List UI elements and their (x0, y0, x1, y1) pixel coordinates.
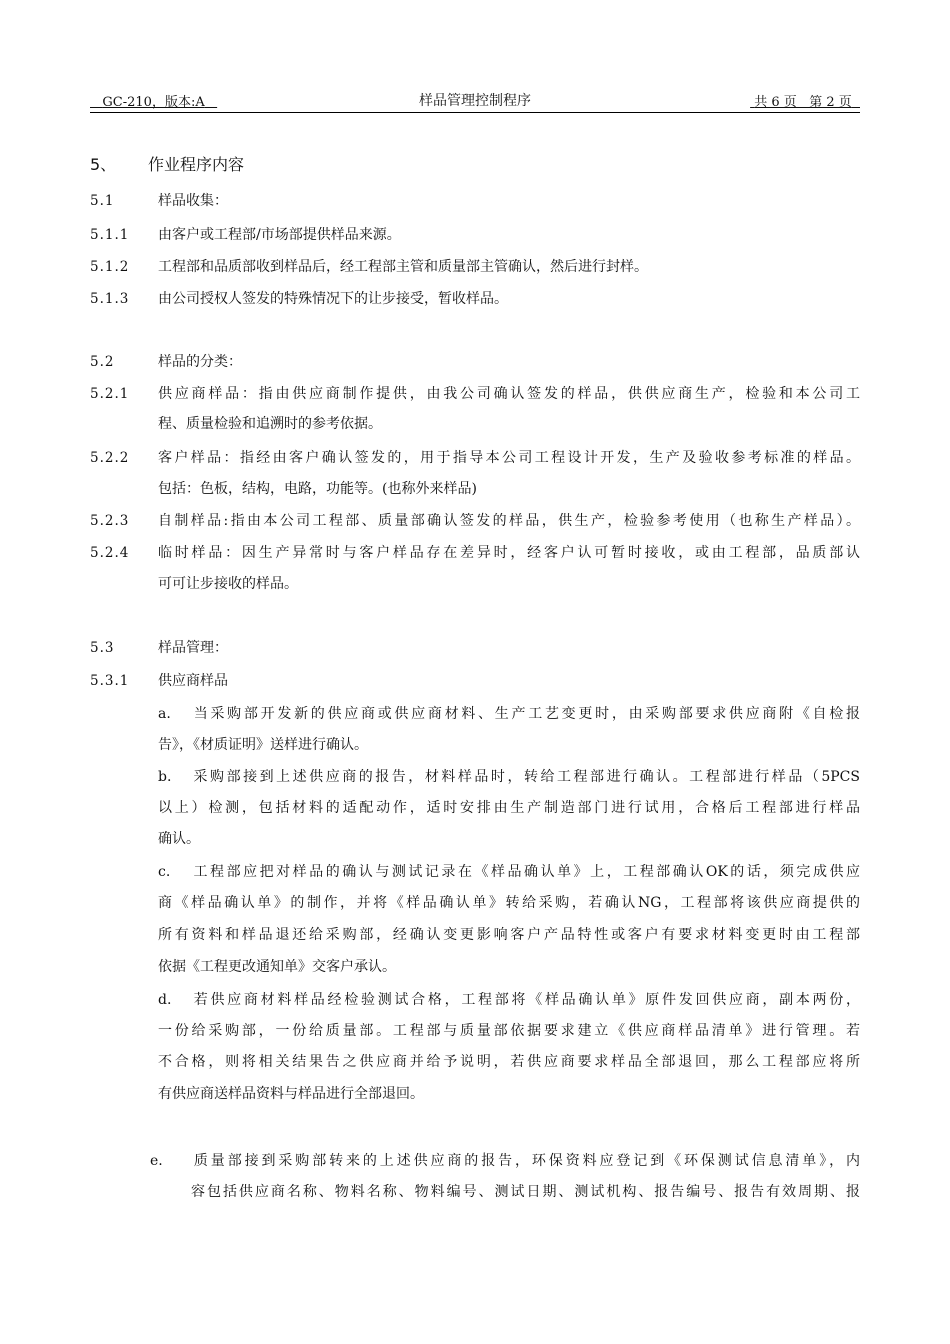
clause-number: 5.1.2 (90, 259, 130, 275)
paragraph-letter: d. (158, 992, 172, 1008)
paragraph-d (158, 990, 860, 1010)
clause-text: 工程部和品质部收到样品后，经工程部主管和质量部主管确认，然后进行封样。 (158, 259, 648, 275)
section-title: 作业程序内容 (148, 155, 245, 174)
paragraph-line: 依据《工程更改通知单》交客户承认。 (158, 959, 396, 975)
clause-number: 5.2.1 (90, 386, 130, 402)
paragraph-a (158, 704, 860, 724)
paragraph-line: 所有资料和样品退还给采购部，经确认变更影响客户产品特性或客户有要求材料变更时由工程部 (158, 927, 860, 943)
clause-text: 临时样品：因生产异常时与客户样品存在差异时，经客户认可暂时接收，或由工程部，品质部认 (158, 545, 860, 561)
paragraph-line: 当采购部开发新的供应商或供应商材料、生产工艺变更时，由采购部要求供应商附《自检报 (191, 706, 860, 722)
clause-number: 5.3.1 (90, 673, 130, 689)
clause-title: 样品管理： (158, 640, 228, 656)
document-id: GC-210，版本:A (102, 95, 205, 110)
clause-number: 5.3 (90, 640, 115, 656)
paragraph-line: 工程部应把对样品的确认与测试记录在《样品确认单》上，工程部确认OK的话，须完成供应 (191, 864, 860, 880)
paragraph-line: 容包括供应商名称、物料名称、物料编号、测试日期、测试机构、报告编号、报告有效周期、报 (191, 1184, 860, 1200)
paragraph-b (158, 767, 860, 787)
paragraph-letter: c. (158, 864, 171, 880)
paragraph-line: 以上）检测，包括材料的适配动作，适时安排由生产制造部门进行试用，合格后工程部进行样品 (158, 800, 860, 816)
paragraph-line: 不合格，则将相关结果告之供应商并给予说明，若供应商要求样品全部退回，那么工程部应将所 (158, 1054, 860, 1070)
clause-number: 5.2.4 (90, 545, 130, 561)
paragraph-c (158, 862, 860, 882)
clause-text: 程、质量检验和追溯时的参考依据。 (158, 416, 382, 432)
clause-number: 5.2.3 (90, 513, 130, 529)
paragraph-line: 有供应商送样品资料与样品进行全部退回。 (158, 1086, 424, 1102)
clause-text: 由公司授权人签发的特殊情况下的让步接受，暂收样品。 (158, 291, 508, 307)
paragraph-line: 一份给采购部，一份给质量部。工程部与质量部依据要求建立《供应商样品清单》进行管理。若 (158, 1023, 860, 1039)
paragraph-line: 确认。 (158, 831, 200, 847)
paragraph-line: 商《样品确认单》的制作，并将《样品确认单》转给采购，若确认NG，工程部将该供应商提供的 (158, 895, 860, 911)
clause-number: 5.2.2 (90, 450, 130, 466)
page-header (90, 91, 860, 111)
clause-number: 5.1.3 (90, 291, 130, 307)
paragraph-letter: b. (158, 769, 172, 785)
header-rule (90, 112, 860, 113)
clause-text: 由客户或工程部/市场部提供样品来源。 (158, 227, 401, 243)
clause-text: 客户样品：指经由客户确认签发的，用于指导本公司工程设计开发，生产及验收参考标准的样品。 (158, 450, 860, 466)
clause-title: 样品的分类： (158, 354, 242, 370)
paragraph-line: 若供应商材料样品经检验测试合格，工程部将《样品确认单》原件发回供应商，副本两份， (191, 992, 860, 1008)
clause-number: 5.1.1 (90, 227, 130, 243)
paragraph-line: 采购部接到上述供应商的报告，材料样品时，转给工程部进行确认。工程部进行样品（5PCS (191, 769, 860, 785)
paragraph-letter: e. (150, 1153, 163, 1169)
clause-number: 5.1 (90, 193, 115, 209)
clause-text: 可可让步接收的样品。 (158, 576, 298, 592)
section-number: 5、 (90, 155, 117, 174)
paragraph-letter: a. (158, 706, 171, 722)
paragraph-line: 质量部接到采购部转来的上述供应商的报告，环保资料应登记到《环保测试信息清单》，内 (191, 1153, 860, 1169)
clause-text: 供应商样品：指由供应商制作提供，由我公司确认签发的样品，供供应商生产，检验和本公司工 (158, 386, 860, 402)
clause-number: 5.2 (90, 354, 115, 370)
document-title: 样品管理控制程序 (419, 93, 531, 109)
paragraph-e (150, 1151, 860, 1171)
clause-title: 样品收集： (158, 193, 228, 209)
clause-title: 供应商样品 (158, 673, 228, 689)
paragraph-line: 告》，《材质证明》送样进行确认。 (158, 737, 368, 753)
clause-text: 自制样品:指由本公司工程部、质量部确认签发的样品，供生产，检验参考使用（也称生产样品）。 (158, 513, 860, 529)
page-info: 共 6 页 第 2 页 (754, 95, 852, 110)
clause-text: 包括：色板，结构，电路，功能等。(也称外来样品) (158, 481, 477, 497)
